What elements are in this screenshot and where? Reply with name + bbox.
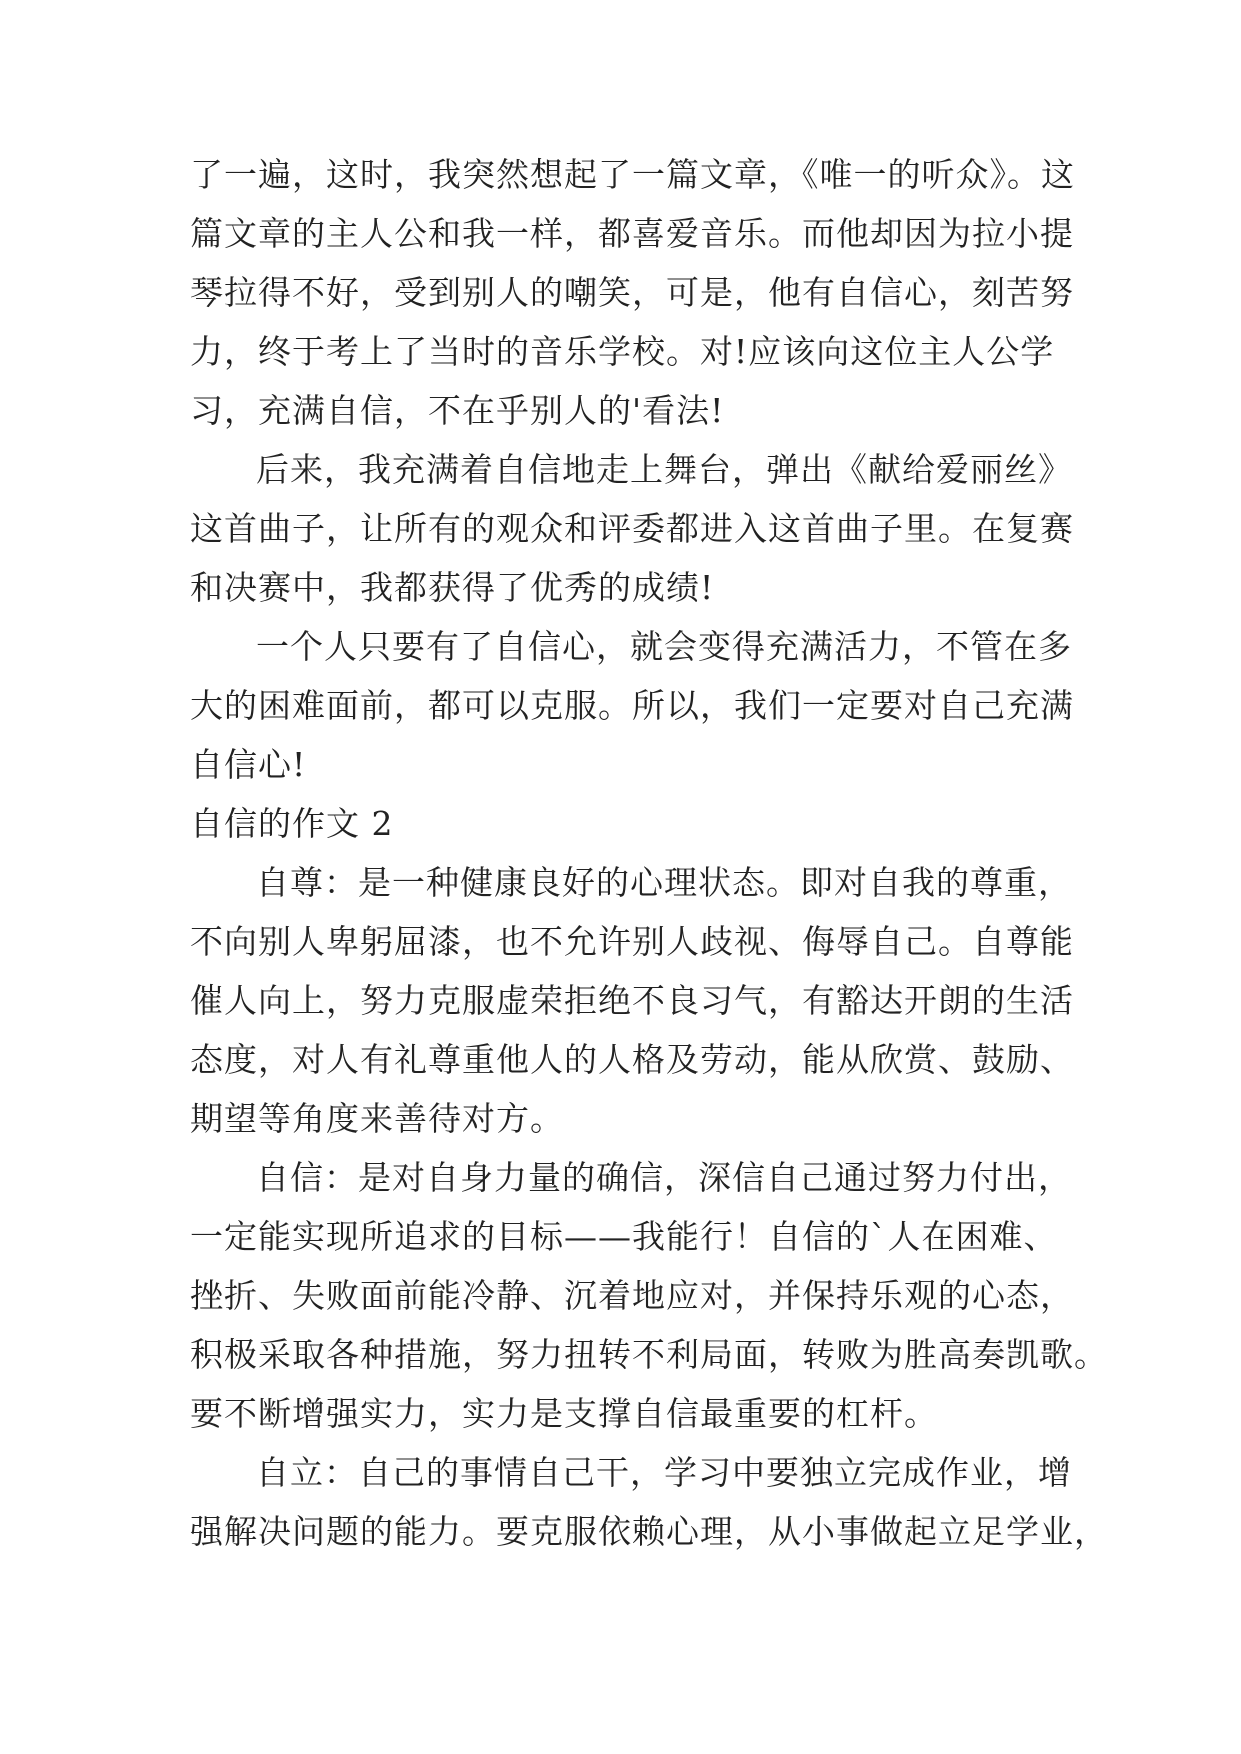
- text-line: 习，充满自信，不在乎别人的'看法!: [190, 391, 725, 430]
- text-line: 了一遍，这时，我突然想起了一篇文章，《唯一的听众》。这: [190, 155, 1075, 194]
- text-line: 一定能实现所追求的目标——我能行！自信的`人在困难、: [190, 1217, 1058, 1256]
- text-line: 期望等角度来善待对方。: [190, 1099, 564, 1138]
- text-line: 这首曲子，让所有的观众和评委都进入这首曲子里。在复赛: [190, 509, 1074, 548]
- text-line: 不向别人卑躬屈漆，也不允许别人歧视、侮辱自己。自尊能: [190, 922, 1074, 961]
- text-line: 强解决问题的能力。要克服依赖心理，从小事做起立足学业，: [190, 1512, 1108, 1551]
- text-line: 和决赛中，我都获得了优秀的成绩!: [190, 568, 715, 607]
- paragraph-first-line: 一个人只要有了自信心，就会变得充满活力，不管在多: [256, 627, 1072, 666]
- section-heading: 自信的作文 2: [190, 804, 394, 843]
- text-line: 自信心!: [190, 745, 307, 784]
- text-line: 要不断增强实力，实力是支撑自信最重要的杠杆。: [190, 1394, 938, 1433]
- text-line: 力，终于考上了当时的音乐学校。对!应该向这位主人公学: [190, 332, 1055, 371]
- paragraph-first-line: 自尊：是一种健康良好的心理状态。即对自我的尊重，: [256, 863, 1072, 902]
- text-line: 催人向上，努力克服虚荣拒绝不良习气，有豁达开朗的生活: [190, 981, 1074, 1020]
- text-line: 挫折、失败面前能冷静、沉着地应对，并保持乐观的心态，: [190, 1276, 1074, 1315]
- paragraph-first-line: 自信：是对自身力量的确信，深信自己通过努力付出，: [256, 1158, 1072, 1197]
- paragraph-first-line: 后来，我充满着自信地走上舞台，弹出《献给爱丽丝》: [256, 450, 1072, 489]
- document-body: [190, 145, 1108, 1561]
- text-line: 态度，对人有礼尊重他人的人格及劳动，能从欣赏、鼓励、: [190, 1040, 1074, 1079]
- text-line: 篇文章的主人公和我一样，都喜爱音乐。而他却因为拉小提: [190, 214, 1074, 253]
- text-line: 积极采取各种措施，努力扭转不利局面，转败为胜高奏凯歌。: [190, 1335, 1108, 1374]
- text-line: 大的困难面前，都可以克服。所以，我们一定要对自己充满: [190, 686, 1074, 725]
- paragraph-first-line: 自立：自己的事情自己干，学习中要独立完成作业，增: [256, 1453, 1072, 1492]
- text-line: 琴拉得不好，受到别人的嘲笑，可是，他有自信心，刻苦努: [190, 273, 1074, 312]
